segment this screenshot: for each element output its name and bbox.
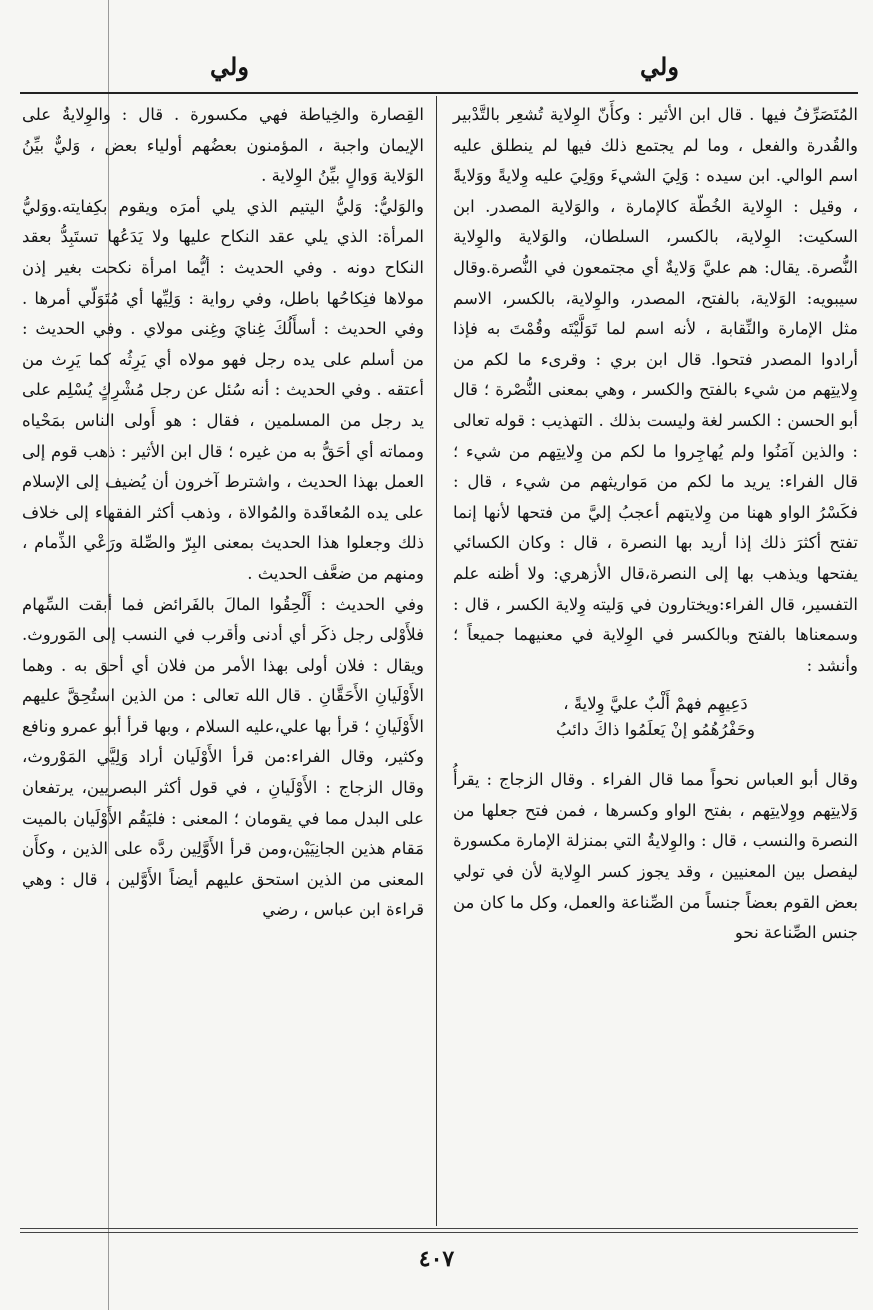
footer-rule-double xyxy=(20,1232,858,1233)
header-rule xyxy=(20,92,858,94)
left-column xyxy=(22,100,424,926)
running-head-right: ولي xyxy=(640,52,679,81)
verse xyxy=(453,691,858,743)
verse-line-2: وحَفْرُهُمُو إنْ يَعلَمُوا ذاكَ دائبُ xyxy=(556,720,755,740)
left-paragraph-3: وفي الحديث : أَلْحِقُوا المالَ بالفَرائض فما أبقت السِّهام فلأَوْلى رجل ذكَر أي أدنى وأقرب في النسب إلى المَوروث. ويقال : فلان أولى بهذا الأمر من فلان أي أحق به . وهما الأَوْلَيانِ الأَحَقَّانِ . قال الله تعالى : من الذين استُحِقَّ عليهم الأَوْلَيانِ ؛ قرأ بها علي،عليه السلام ، وبها قرأ أبو عمرو ونافع وكثير، وقال الفراء:من قرأ الأَوْلَيان أراد وَلِيَّي المَوْروث، وقال الزجاج : الأَوْلَيانِ ، في قول أكثر البصريين، يرتفعان على البدل مما في يقومان ؛ المعنى : فليَقُم الأَوْلَيان بالميت مَقام هذين الجانِيَيْن،ومن قرأ الأَوَّلِين ردَّه على الذين ، وكأَن المعنى من الذين استحق عليهم أيضاً الأَوَّلين ، قال : وهي قراءة ابن عباس ، رضي xyxy=(22,594,424,920)
running-head-left: ولي xyxy=(210,52,249,81)
page-number: ٤٠٧ xyxy=(418,1246,455,1272)
left-paragraph-1: القِصارة والخِياطة فهي مكسورة . قال : والوِلايةُ على الإيمان واجبة ، المؤمنون بعضُهم أولياء بعض ، وَليٌّ بيِّنُ الوَلاية وَوالٍ بيِّنُ الوِلاية . xyxy=(22,105,424,186)
right-paragraph-2: وقال أبو العباس نحواً مما قال الفراء . وقال الزجاج : يقرأُ وَلايتِهم ووِلايتِهم ، بفتح الواو وكسرها ، فمن فتح جعلها من النصرة والنسب ، قال : والوِلايةُ التي بمنزلة الإمارة مكسورة ليفصل بين المعنيين ، وقد يجوز كسر الوِلاية لأن في تولي بعض القوم بعضاً جنساً من الصِّناعة والعمل، وكل ما كان من جنس الصِّناعة نحو xyxy=(453,770,858,943)
right-paragraph-1: المُتَصَرِّفُ فيها . قال ابن الأثير : وكأَنّ الوِلاية تُشعِر بالتَّدْبير والقُدرة والفعل ، وما لم يجتمع ذلك فيها لم ينطلق عليه اسم الوالي. ابن سيده : وَلِيَ الشيءَ ووَلِيَ عليه وِلايةً ووَلايةً ، وقيل : الوِلاية الخُطّة كالإمارة ، والوَلاية المصدر. ابن السكيت: الوِلاية، بالكسر، السلطان، والوَلاية والوِلاية النُّصرة. يقال: هم عليَّ وَلايةٌ أي مجتمعون في النُّصرة.وقال سيبويه: الوَلاية، بالفتح، المصدر، والوِلاية، بالكسر، الاسم مثل الإمارة والنِّقابة ، لأنه اسم لما تَوَلَّيْتَه وقُمْتَ به فإذا أرادوا المصدر فتحوا. قال ابن بري : وقرىء ما لكم من وِلايتِهم من شيء بالفتح والكسر ، وهي بمعنى النُّصْرة ؛ قال أبو الحسن : الكسر لغة وليست بذلك . التهذيب : قوله تعالى : والذين آمَنُوا ولم يُهاجِروا ما لكم من وِلايتِهم من شيء ؛ قال الفراء: يريد ما لكم من مَواريثهم من شيء ، قال : فكَسْرُ الواو ههنا من وِلايتهم أعجبُ إليَّ من فتحها لأنها إنما تفتح أكثرَ ذلك إذا أريد بها النصرة ، قال : وكان الكسائي يفتحها ويذهب بها إلى النصرة،قال الأزهري: ولا أظنه علم التفسير، قال الفراء:ويختارون في وَليته وِلاية الكسر ، قال : وسمعناها بالفتح وبالكسر في الوِلاية في معنيهما جميعاً ؛ وأنشد : xyxy=(453,105,858,675)
column-divider xyxy=(436,96,437,1226)
right-column xyxy=(453,100,858,949)
left-paragraph-2: والوَليُّ: وَليُّ اليتيم الذي يلي أمرَه ويقوم بكِفايته.ووَليُّ المرأة: الذي يلي عقد النكاح عليها ولا يَدَعُها تستَبِدُّ بعقد النكاح دونه . وفي الحديث : أيُّما امرأة نكحت بغير إذن مولاها فنِكاحُها باطل، وفي رواية : وَلِيِّها أي مُتَوَلّي أمرها . وفي الحديث : أسأَلُكَ غِنايَ وغِنى مولاي . وفي الحديث : من أسلم على يده رجل فهو مولاه أي يَرِثُه كما يَرِث من أعتقه . وفي الحديث : أنه سُئل عن رجل مُشْرِكٍ يُسْلِم على يد رجل من المسلمين ، فقال : هو أَولى الناس بمَحْياه ومماته أي أحَقُّ به من غيره ؛ قال ابن الأثير : ذهب قوم إلى العمل بهذا الحديث ، واشترط آخرون أن يُضيف إلى الإسلام على يده المُعاقَدة والمُوالاة ، وذهب أكثر الفقهاء إلى خلاف ذلك وجعلوا هذا الحديث بمعنى البِرّ والصِّلة ورَعْي الذِّمام ، ومنهم من ضعَّف الحديث . xyxy=(22,196,424,583)
verse-line-1: دَعِيهِم فهمْ أَلْبٌ عليَّ وِلايةً ، xyxy=(563,694,748,714)
footer-rule xyxy=(20,1228,858,1229)
